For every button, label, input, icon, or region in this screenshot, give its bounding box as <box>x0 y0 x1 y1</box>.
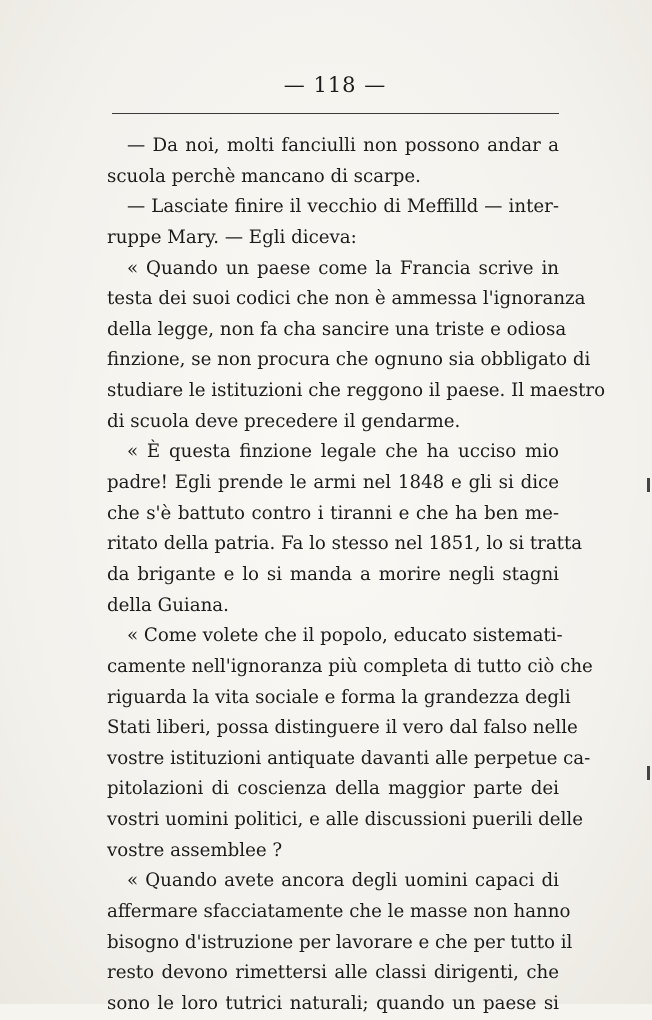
text-line: camente nell'ignoranza più completa di tutto ciò che <box>107 655 593 677</box>
body-text <box>107 131 606 1020</box>
text-line: affermare sfacciatamente che le masse non hanno <box>107 901 571 923</box>
text-line: ritato della patria. Fa lo stesso nel 1851, lo si tratta <box>107 533 583 555</box>
text-line: « Quando un paese come la Francia scrive in <box>127 257 559 279</box>
text-line: che s'è battuto contro i tiranni e che ha ben me- <box>107 502 559 524</box>
text-line: « Quando avete ancora degli uomini capaci di <box>127 870 559 892</box>
text-line: di scuola deve precedere il gendarme. <box>107 410 461 432</box>
text-line: « È questa finzione legale che ha ucciso mio <box>127 441 559 463</box>
text-line: padre! Egli prende le armi nel 1848 e gli si dice <box>107 472 559 494</box>
text-line: studiare le istituzioni che reggono il paese. Il maestro <box>107 380 606 402</box>
text-line: ruppe Mary. — Egli diceva: <box>107 226 357 248</box>
text-line: — Da noi, molti fanciulli non possono andar a <box>127 135 559 156</box>
text-line: riguarda la vita sociale e forma la grandezza degli <box>107 686 571 708</box>
text-line: « Come volete che il popolo, educato sistemati- <box>127 625 563 647</box>
text-line: pitolazioni di coscienza della maggior parte dei <box>107 778 559 800</box>
text-line: bisogno d'istruzione per lavorare e che per tutto il <box>107 931 573 953</box>
text-line: resto devono rimettersi alle classi dirigenti, che <box>107 962 559 984</box>
text-line: — Lasciate finire il vecchio di Meffilld — inter- <box>127 196 559 218</box>
text-line: da brigante e lo si manda a morire negli stagni <box>107 563 559 585</box>
text-line: vostre assemblee ? <box>107 839 283 861</box>
text-line: Stati liberi, possa distinguere il vero dal falso nelle <box>107 717 578 739</box>
text-line: vostri uomini politici, e alle discussioni puerili delle <box>107 809 583 831</box>
text-line: finzione, se non procura che ognuno sia obbligato di <box>107 349 591 371</box>
text-line: sono le loro tutrici naturali; quando un paese si <box>107 992 559 1014</box>
scan-edge-mark <box>647 766 650 780</box>
text-line: della Guiana. <box>107 594 229 616</box>
scan-edge-mark <box>647 478 650 492</box>
text-line: della legge, non fa cha sancire una triste e odiosa <box>107 318 567 340</box>
text-line: vostre istituzioni antiquate davanti alle perpetue ca- <box>107 747 591 769</box>
text-line: scuola perchè mancano di scarpe. <box>107 165 421 187</box>
page-number-header: — 118 — <box>283 73 387 97</box>
text-line: testa dei suoi codici che non è ammessa l'ignoranza <box>107 288 586 310</box>
header-rule <box>112 113 559 114</box>
